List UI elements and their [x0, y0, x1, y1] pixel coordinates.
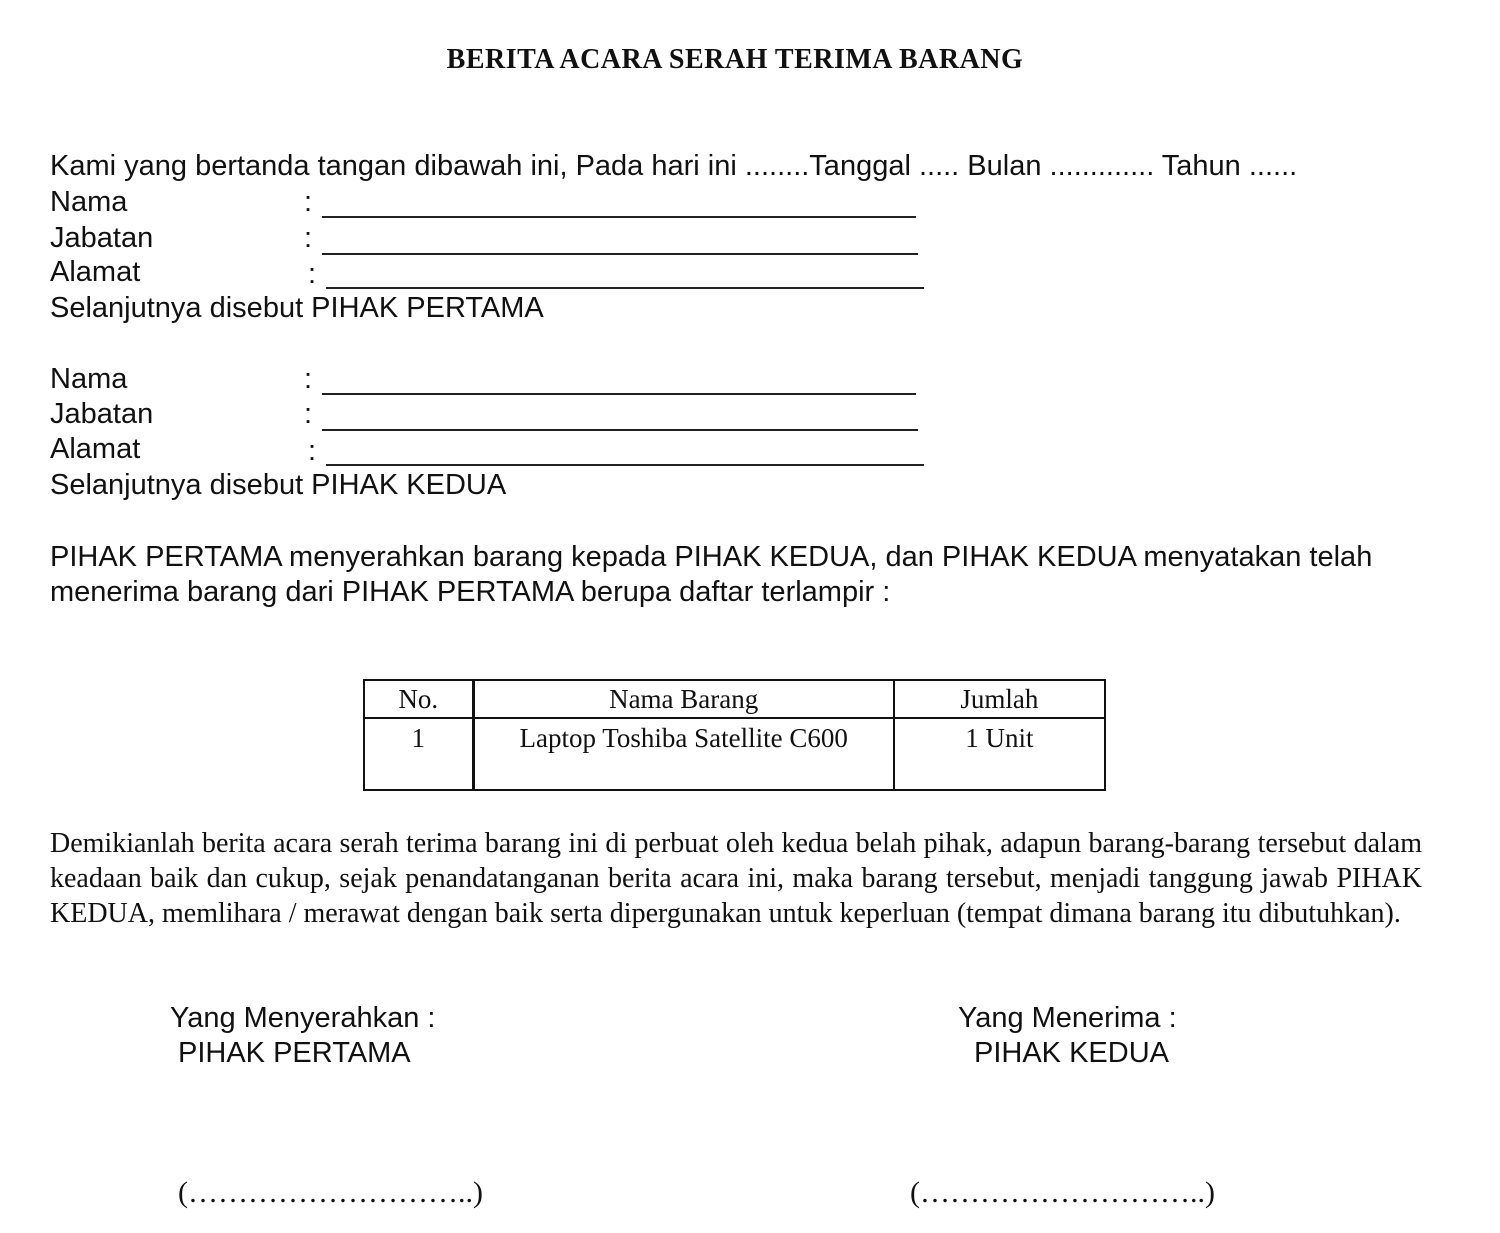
party1-alamat-line — [326, 287, 924, 289]
party1-name-label: Nama — [50, 186, 128, 218]
header-nama-barang: Nama Barang — [473, 680, 894, 718]
party2-name-label: Nama — [50, 363, 128, 395]
party2-alamat-label: Alamat — [50, 433, 141, 465]
party1-name-colon: : — [304, 186, 313, 218]
left-signature-party: PIHAK PERTAMA — [178, 1037, 411, 1069]
party2-jabatan-line — [322, 429, 918, 431]
party1-name-line — [322, 216, 916, 218]
party2-designation: Selanjutnya disebut PIHAK KEDUA — [50, 469, 507, 501]
party2-alamat-colon: : — [308, 435, 317, 467]
header-jumlah: Jumlah — [894, 680, 1105, 718]
table-row — [364, 718, 1105, 790]
left-signature-role: Yang Menyerahkan : — [170, 1002, 436, 1034]
cell-no: 1 — [364, 718, 473, 790]
cell-nama-barang: Laptop Toshiba Satellite C600 — [473, 718, 894, 790]
right-signature-role: Yang Menerima : — [958, 1002, 1177, 1034]
party1-jabatan-line — [322, 253, 918, 255]
handover-statement: PIHAK PERTAMA menyerahkan barang kepada PIHAK KEDUA, dan PIHAK KEDUA menyatakan telah menerima barang dari PIHAK PERTAMA berupa daftar terlampir : — [50, 541, 1373, 608]
cell-jumlah: 1 Unit — [894, 718, 1105, 790]
party1-alamat-label: Alamat — [50, 256, 141, 288]
closing-paragraph: Demikianlah berita acara serah terima barang ini di perbuat oleh kedua belah pihak, adapun barang-barang tersebut dalam keadaan baik dan cukup, sejak penandatanganan berita acara ini, maka barang tersebut, menjadi tanggung jawab PIHAK KEDUA, memlihara / merawat dengan baik serta dipergunakan untuk keperluan (tempat dimana barang itu dibutuhkan). — [50, 828, 1422, 929]
left-signature-line: (………………………..) — [178, 1176, 483, 1209]
party1-jabatan-colon: : — [304, 222, 313, 254]
party2-jabatan-colon: : — [304, 398, 313, 430]
party2-jabatan-label: Jabatan — [50, 398, 154, 430]
party2-alamat-line — [326, 464, 924, 466]
party1-designation: Selanjutnya disebut PIHAK PERTAMA — [50, 292, 544, 324]
party1-jabatan-label: Jabatan — [50, 222, 154, 254]
items-table — [363, 679, 1106, 791]
intro-line: Kami yang bertanda tangan dibawah ini, Pada hari ini ........Tanggal ..... Bulan ............. Tahun ...... — [50, 150, 1298, 182]
party2-name-line — [322, 393, 916, 395]
right-signature-line: (………………………..) — [910, 1176, 1215, 1209]
header-no: No. — [364, 680, 473, 718]
party1-alamat-colon: : — [308, 258, 317, 290]
party2-name-colon: : — [304, 363, 313, 395]
document-title: BERITA ACARA SERAH TERIMA BARANG — [446, 44, 1024, 75]
right-signature-party: PIHAK KEDUA — [974, 1037, 1169, 1069]
table-header-row — [364, 680, 1105, 718]
